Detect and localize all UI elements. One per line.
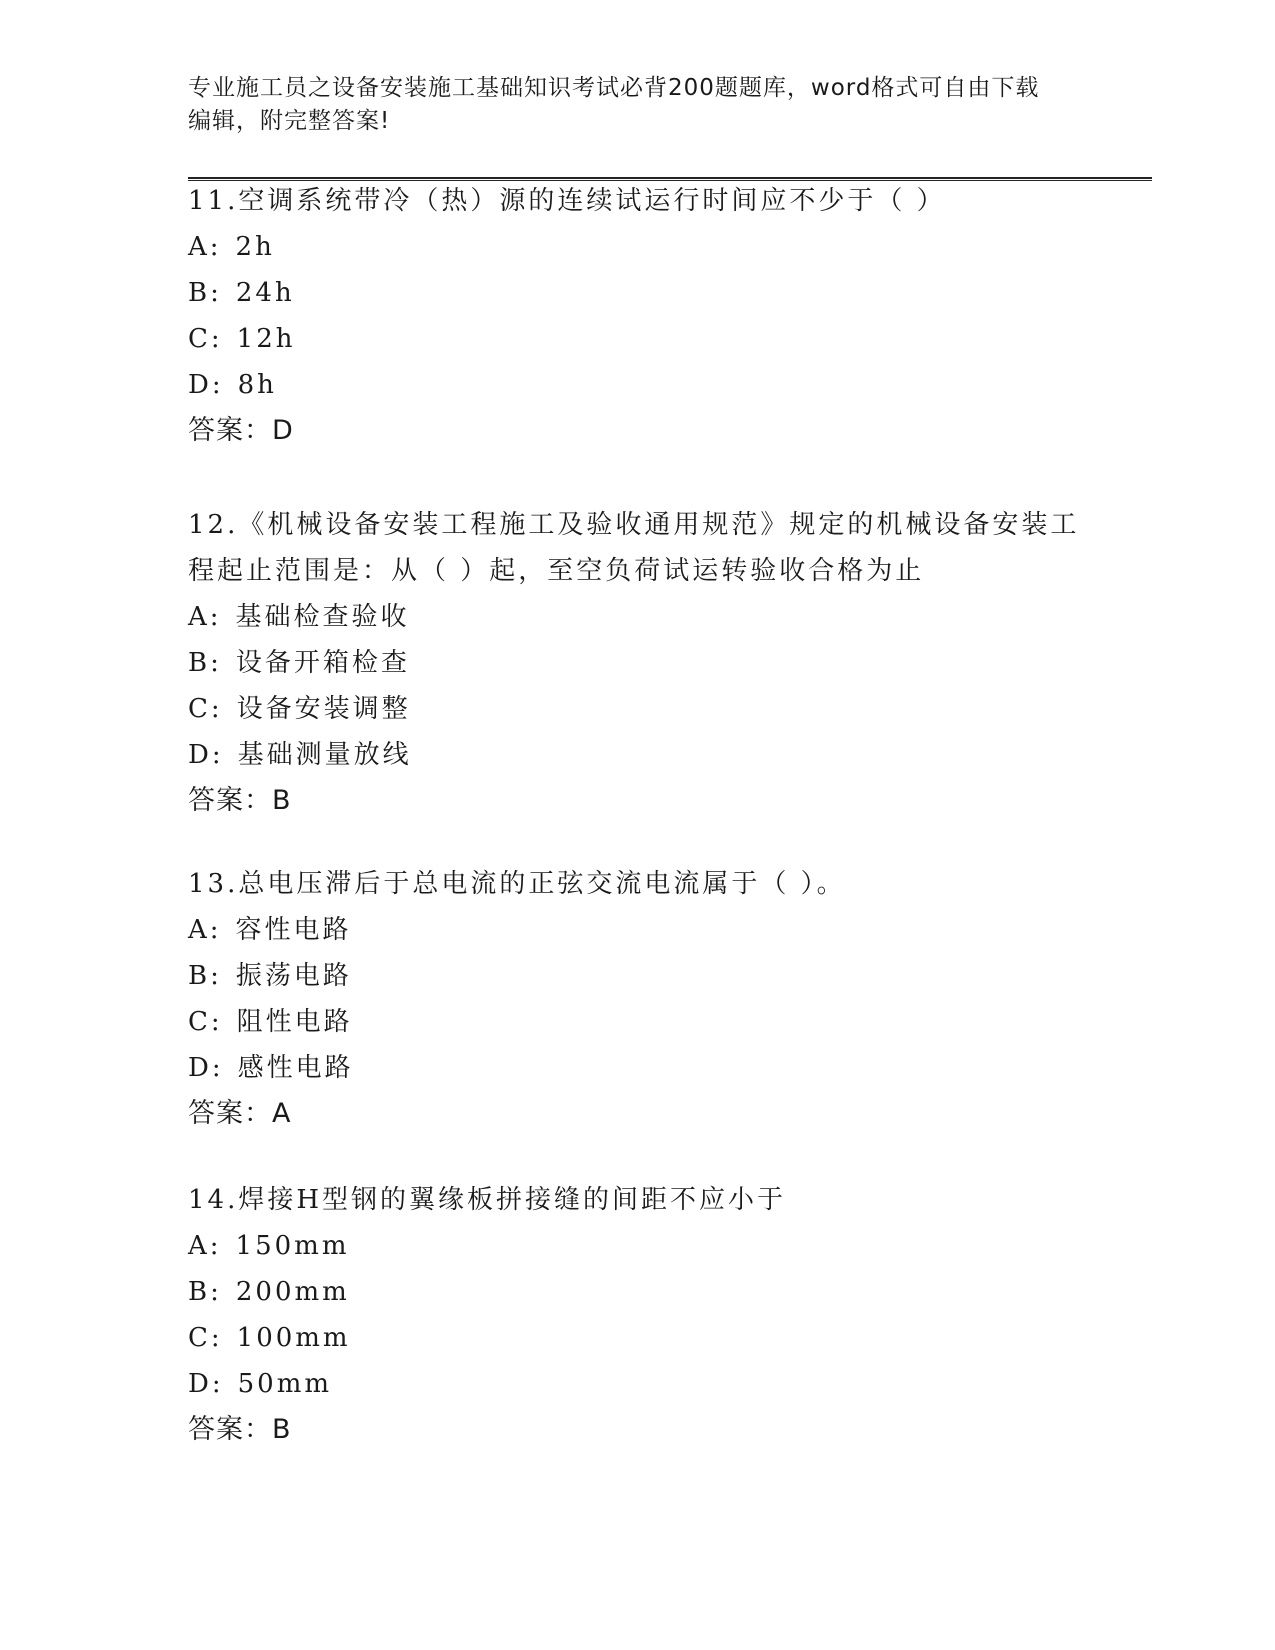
- option-text: 容性电路: [235, 915, 352, 945]
- option-c: [188, 999, 1088, 1045]
- option-d: [188, 362, 1088, 408]
- option-d: [188, 732, 1088, 778]
- option-letter: C:: [188, 1007, 223, 1037]
- header-line-2: 编辑，附完整答案!: [188, 108, 391, 134]
- header-line-1: 专业施工员之设备安装施工基础知识考试必背200题题库，word格式可自由下载: [188, 75, 1040, 101]
- option-text: 设备安装调整: [236, 694, 411, 724]
- option-a: [188, 224, 1088, 270]
- option-c: [188, 1315, 1088, 1361]
- option-a: [188, 594, 1088, 640]
- option-letter: A:: [188, 232, 222, 262]
- option-text: 2h: [235, 232, 275, 262]
- option-letter: C:: [188, 694, 223, 724]
- option-b: [188, 640, 1088, 686]
- option-letter: A:: [188, 1231, 222, 1261]
- option-d: [188, 1361, 1088, 1407]
- option-text: 24h: [235, 278, 295, 308]
- question-stem: 11.空调系统带冷（热）源的连续试运行时间应不少于（ ）: [188, 186, 946, 216]
- question-stem: 12.《机械设备安装工程施工及验收通用规范》规定的机械设备安装工: [188, 510, 1080, 540]
- option-letter: C:: [188, 1323, 223, 1353]
- question-12: [188, 502, 1088, 824]
- option-text: 基础检查验收: [235, 602, 410, 632]
- option-text: 振荡电路: [235, 961, 352, 991]
- option-d: [188, 1045, 1088, 1091]
- option-text: 基础测量放线: [237, 740, 412, 770]
- option-b: [188, 270, 1088, 316]
- option-text: 12h: [236, 324, 296, 354]
- option-letter: B:: [188, 961, 222, 991]
- option-letter: B:: [188, 278, 222, 308]
- answer-line: 答案：B: [188, 1414, 292, 1445]
- option-text: 100mm: [236, 1323, 351, 1353]
- option-letter: D:: [188, 740, 224, 770]
- option-letter: D:: [188, 1053, 224, 1083]
- option-a: [188, 907, 1088, 953]
- option-a: [188, 1223, 1088, 1269]
- option-c: [188, 316, 1088, 362]
- document-header: [188, 72, 1078, 138]
- answer-line: 答案：B: [188, 785, 292, 816]
- answer-line: 答案：D: [188, 415, 294, 446]
- answer-line: 答案：A: [188, 1098, 292, 1129]
- option-letter: D:: [188, 1369, 224, 1399]
- option-c: [188, 686, 1088, 732]
- question-13: [188, 861, 1088, 1137]
- question-stem: 13.总电压滞后于总电流的正弦交流电流属于（ ）。: [188, 869, 846, 899]
- question-stem: 14.焊接H型钢的翼缘板拼接缝的间距不应小于: [188, 1185, 787, 1215]
- option-text: 阻性电路: [236, 1007, 353, 1037]
- option-letter: A:: [188, 602, 222, 632]
- question-11: [188, 178, 1088, 454]
- question-14: [188, 1177, 1088, 1453]
- question-stem-continued: 程起止范围是：从（ ）起，至空负荷试运转验收合格为止: [188, 556, 925, 586]
- option-text: 感性电路: [237, 1053, 354, 1083]
- option-b: [188, 953, 1088, 999]
- option-text: 150mm: [235, 1231, 350, 1261]
- option-letter: D:: [188, 370, 224, 400]
- option-letter: C:: [188, 324, 223, 354]
- option-b: [188, 1269, 1088, 1315]
- option-text: 50mm: [237, 1369, 333, 1399]
- option-letter: B:: [188, 1277, 222, 1307]
- option-text: 200mm: [235, 1277, 350, 1307]
- option-text: 8h: [237, 370, 277, 400]
- option-letter: B:: [188, 648, 222, 678]
- option-letter: A:: [188, 915, 222, 945]
- option-text: 设备开箱检查: [235, 648, 410, 678]
